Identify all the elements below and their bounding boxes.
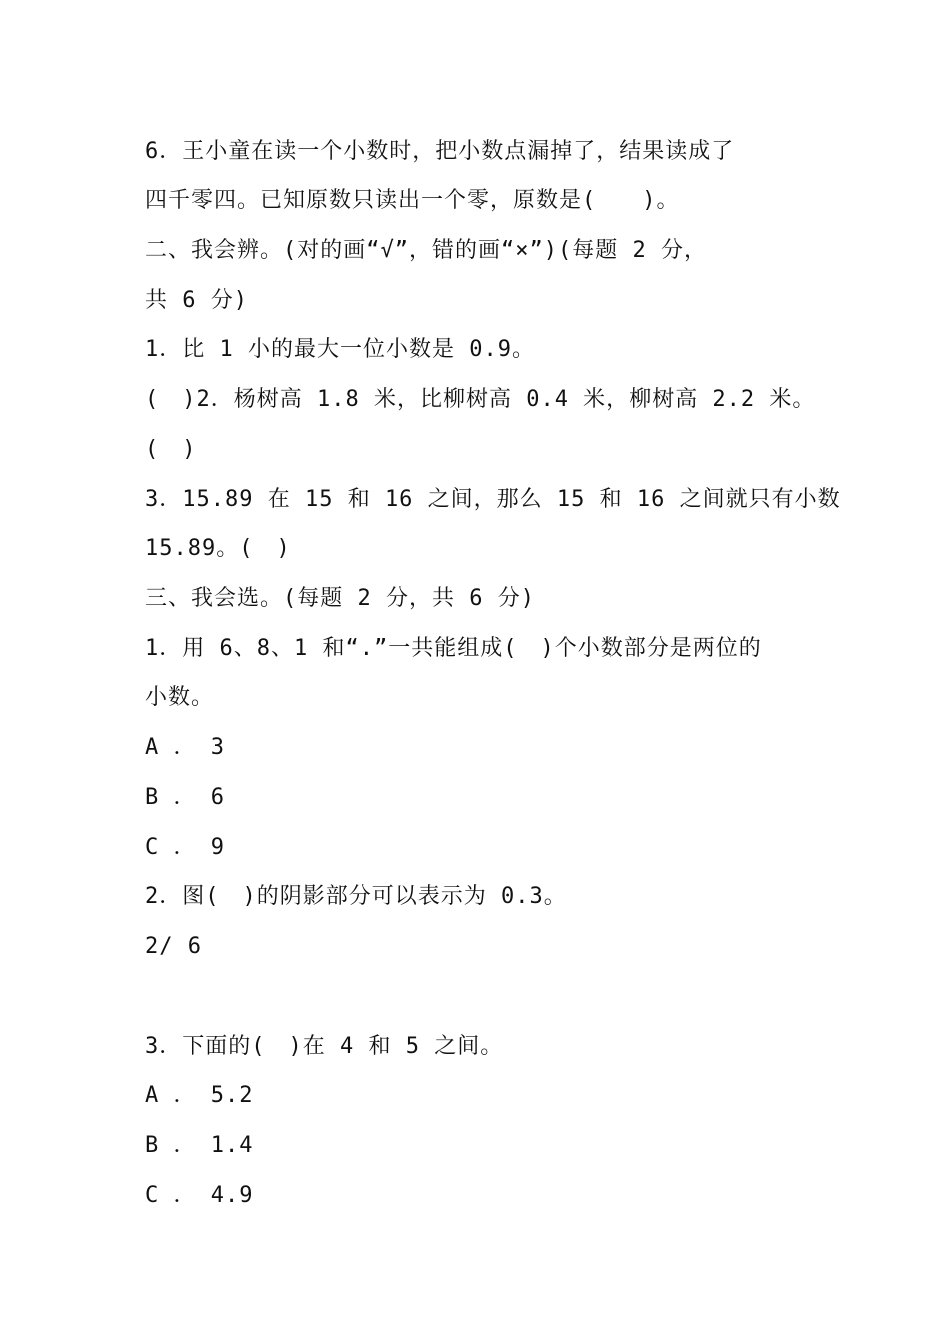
judge-question-1: 1．比 1 小的最大一位小数是 0.9。	[145, 337, 535, 362]
choice-question-2: 2．图( )的阴影部分可以表示为 0.3。	[145, 884, 567, 909]
page-number: 2/ 6	[145, 934, 202, 959]
choice-question-1-line-1: 1．用 6、8、1 和“.”一共能组成( )个小数部分是两位的	[145, 636, 762, 661]
judge-question-3-line-1: 3．15.89 在 15 和 16 之间，那么 15 和 16 之间就只有小数	[145, 487, 841, 512]
section-2-heading-line-1: 二、我会辨。(对的画“√”，错的画“×”)(每题 2 分，	[145, 238, 707, 263]
choice-option-c: C ． 9	[145, 835, 225, 860]
choice-option-b: B ． 6	[145, 785, 225, 810]
choice-question-3-option-a: A ． 5.2	[145, 1083, 254, 1108]
choice-question-3-option-b: B ． 1.4	[145, 1133, 254, 1158]
choice-question-3-option-c: C ． 4.9	[145, 1183, 254, 1208]
judge-question-3-line-2: 15.89。( )	[145, 536, 291, 561]
section-2-heading-line-2: 共 6 分)	[145, 288, 248, 313]
choice-question-1-line-2: 小数。	[145, 685, 215, 710]
section-3-heading: 三、我会选。(每题 2 分，共 6 分)	[145, 586, 535, 611]
choice-option-a: A ． 3	[145, 735, 225, 760]
judge-question-2-answer: ( )	[145, 437, 197, 462]
question-6-line-1: 6．王小童在读一个小数时，把小数点漏掉了，结果读成了	[145, 139, 735, 164]
question-6-line-2: 四千零四。已知原数只读出一个零，原数是( )。	[145, 188, 680, 213]
choice-question-3: 3．下面的( )在 4 和 5 之间。	[145, 1034, 504, 1059]
judge-question-2: ( )2．杨树高 1.8 米，比柳树高 0.4 米，柳树高 2.2 米。	[145, 387, 816, 412]
